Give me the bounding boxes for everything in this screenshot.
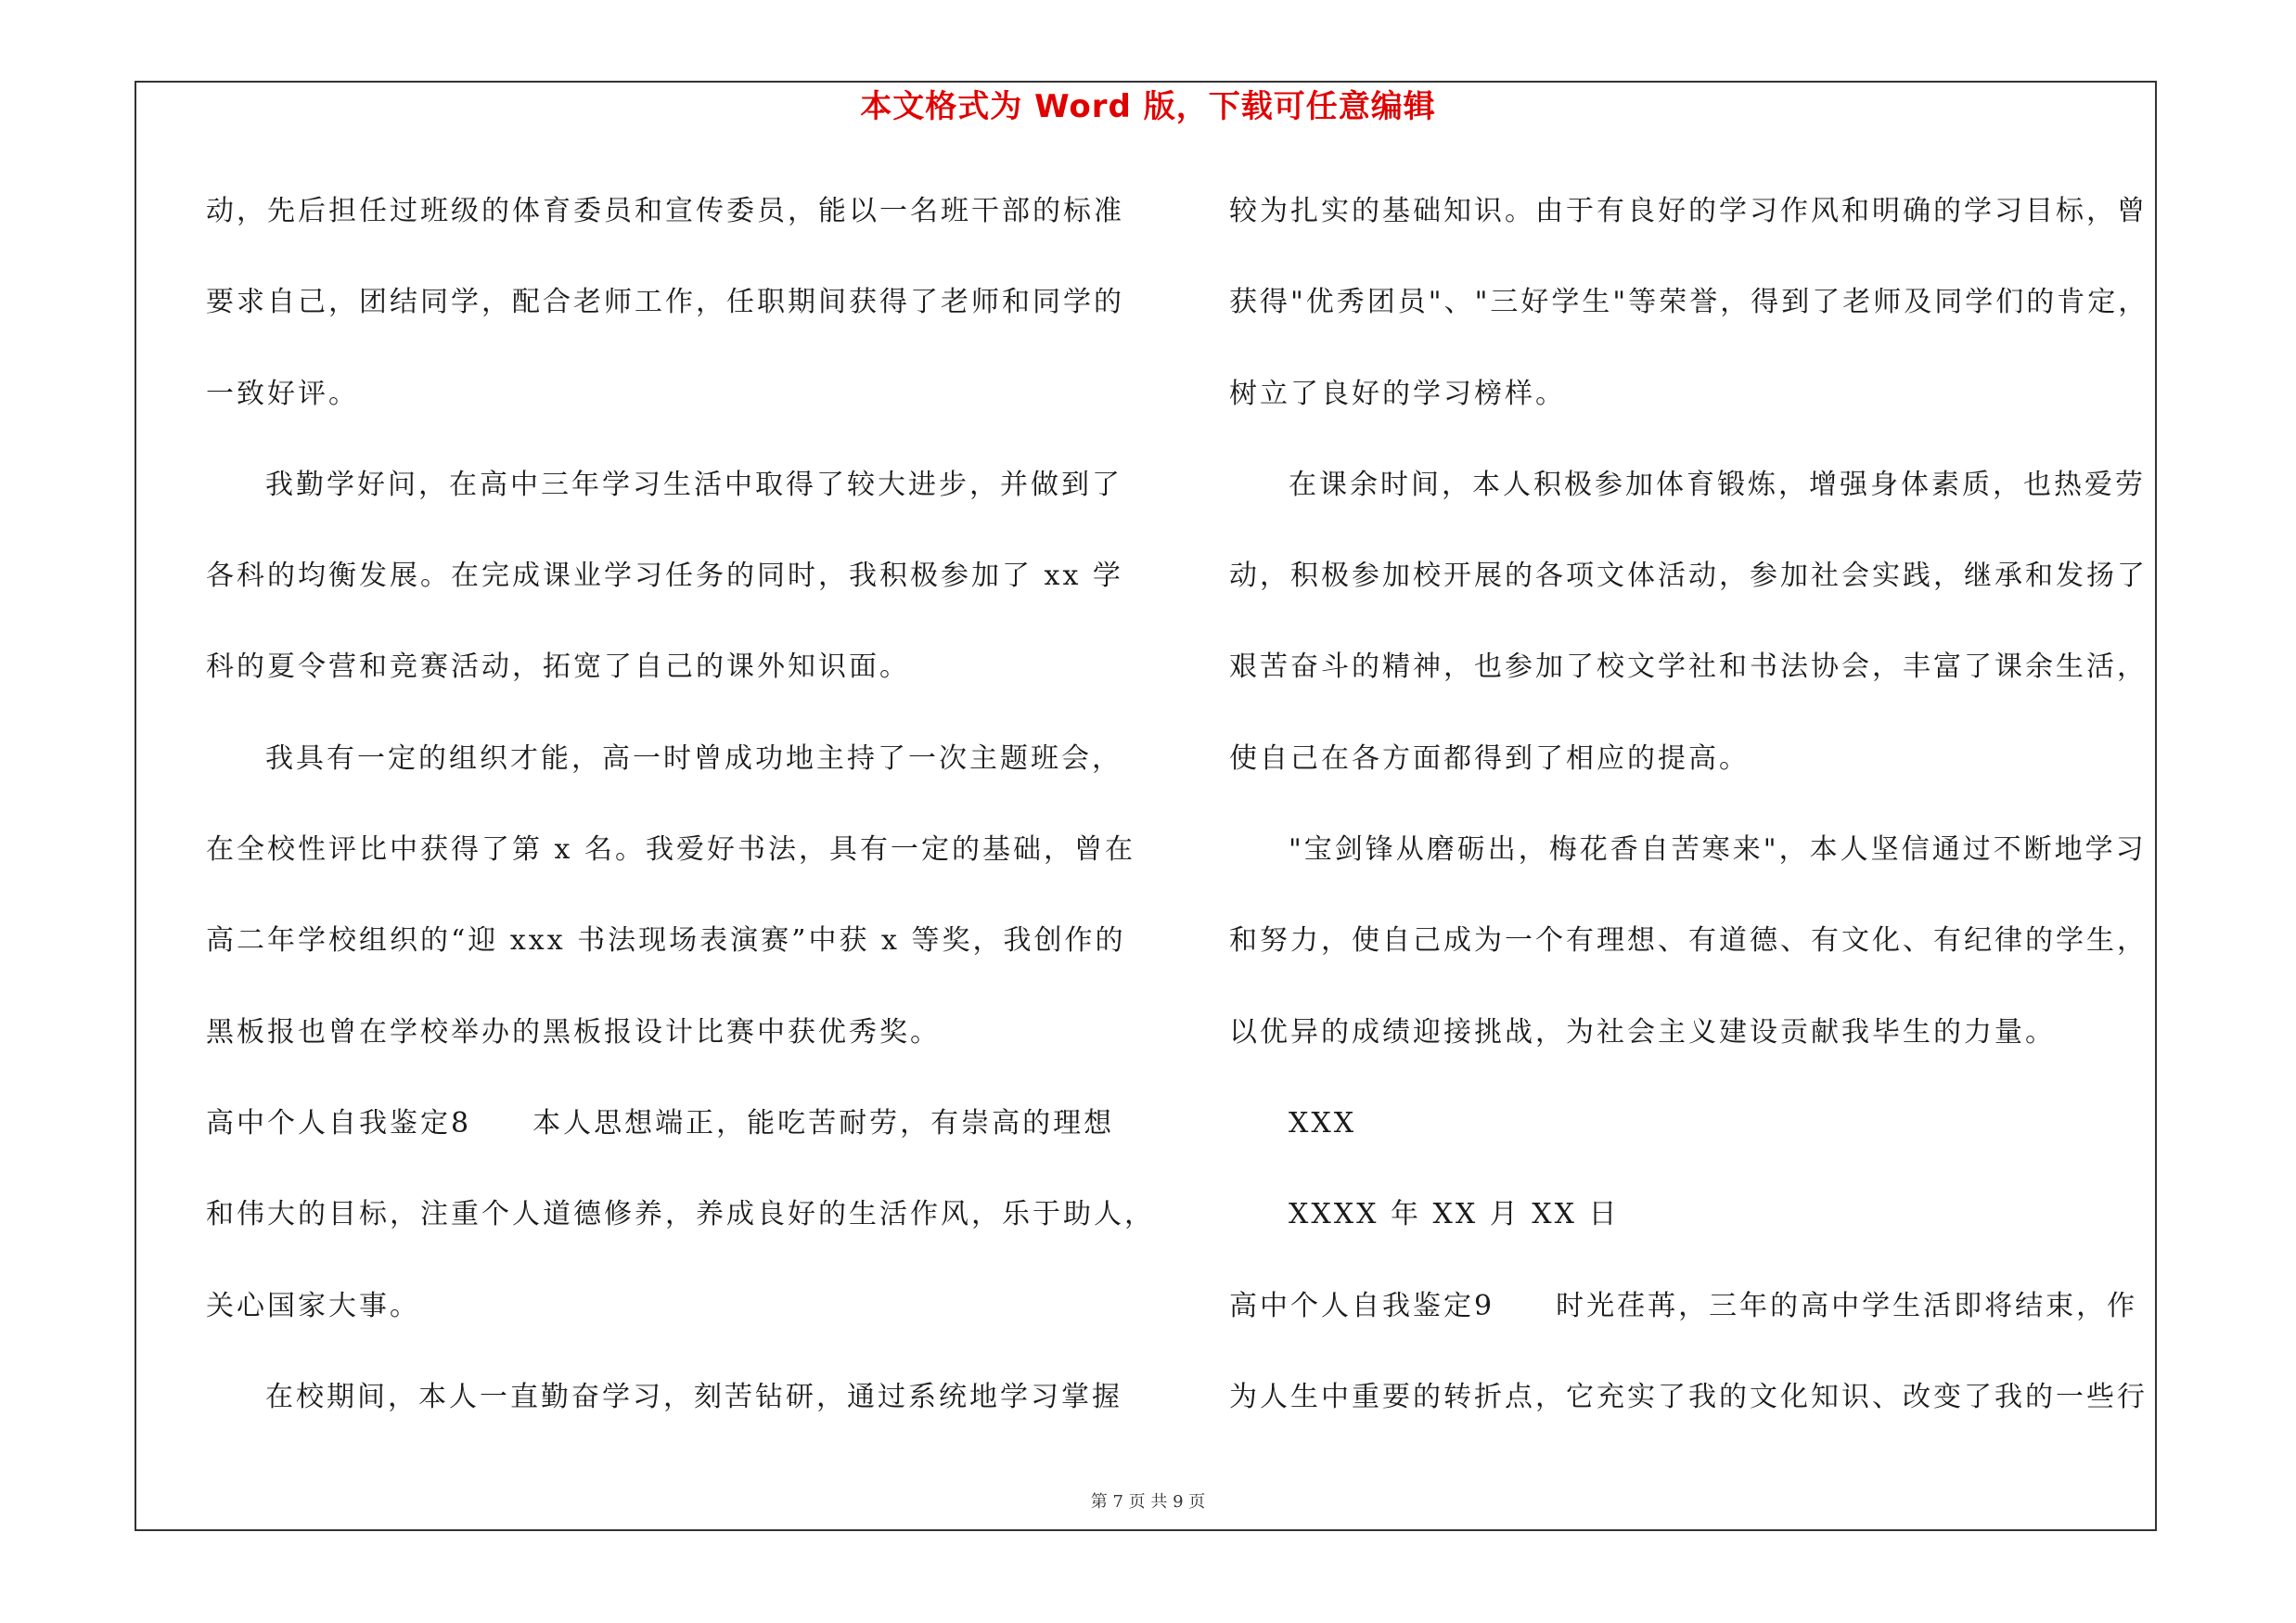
paragraph-line: 使自己在各方面都得到了相应的提高。 [1229, 741, 1750, 775]
paragraph-line: 在校期间，本人一直勤奋学习，刻苦钻研，通过系统地学习掌握 [265, 1380, 1122, 1413]
paragraph-line: 我具有一定的组织才能，高一时曾成功地主持了一次主题班会， [265, 741, 1122, 775]
paragraph-line: 在全校性评比中获得了第 x 名。我爱好书法，具有一定的基础，曾在 [206, 833, 1135, 867]
paragraph-line: 较为扎实的基础知识。由于有良好的学习作风和明确的学习目标，曾 [1229, 195, 2148, 227]
paragraph-line: 科的夏令营和竞赛活动，拓宽了自己的课外知识面。 [206, 650, 910, 684]
signature-name: XXX [1289, 1106, 1357, 1140]
section-heading-line: 高中个人自我鉴定9 时光荏苒，三年的高中学生活即将结束，作 [1229, 1289, 2138, 1322]
section-heading-line: 高中个人自我鉴定8 本人思想端正，能吃苦耐劳，有崇高的理想 [206, 1106, 1115, 1140]
paragraph-line: 黑板报也曾在学校举办的黑板报设计比赛中获优秀奖。 [206, 1015, 941, 1049]
paragraph-line: 和努力，使自己成为一个有理想、有道德、有文化、有纪律的学生， [1229, 924, 2148, 958]
paragraph-line: 我勤学好问，在高中三年学习生活中取得了较大进步，并做到了 [265, 468, 1122, 501]
paragraph-line: 关心国家大事。 [206, 1289, 420, 1322]
paragraph-line: 高二年学校组织的“迎 xxx 书法现场表演赛”中获 x 等奖，我创作的 [206, 924, 1126, 958]
paragraph-line: 和伟大的目标，注重个人道德修养，养成良好的生活作风，乐于助人， [206, 1198, 1155, 1231]
paragraph-line: "宝剑锋从磨砺出，梅花香自苦寒来"，本人坚信通过不断地学习 [1289, 833, 2147, 867]
paragraph-line: 以优异的成绩迎接挑战，为社会主义建设贡献我毕生的力量。 [1229, 1015, 2056, 1049]
paragraph-line: 在课余时间，本人积极参加体育锻炼，增强身体素质，也热爱劳 [1289, 468, 2146, 501]
right-column [1229, 184, 2160, 1461]
paragraph-line: 动，先后担任过班级的体育委员和宣传委员，能以一名班干部的标准 [206, 195, 1124, 227]
paragraph-line: 各科的均衡发展。在完成课业学习任务的同时，我积极参加了 xx 学 [206, 560, 1123, 593]
paragraph-line: 动，积极参加校开展的各项文体活动，参加社会实践，继承和发扬了 [1229, 560, 2148, 593]
paragraph-line: 一致好评。 [206, 377, 359, 410]
paragraph-line: 要求自己，团结同学，配合老师工作，任职期间获得了老师和同学的 [206, 286, 1124, 319]
document-header: 本文格式为 Word 版，下载可任意编辑 [860, 88, 1436, 125]
left-column [206, 184, 1155, 1461]
paragraph-line: 获得"优秀团员"、"三好学生"等荣誉，得到了老师及同学们的肯定， [1229, 286, 2149, 319]
page-number: 第 7 页 共 9 页 [1090, 1492, 1206, 1512]
paragraph-line: 为人生中重要的转折点，它充实了我的文化知识、改变了我的一些行 [1229, 1380, 2148, 1413]
paragraph-line: 艰苦奋斗的精神，也参加了校文学社和书法协会，丰富了课余生活， [1229, 650, 2148, 684]
signature-date: XXXX 年 XX 月 XX 日 [1289, 1198, 1620, 1231]
paragraph-line: 树立了良好的学习榜样。 [1229, 377, 1566, 410]
